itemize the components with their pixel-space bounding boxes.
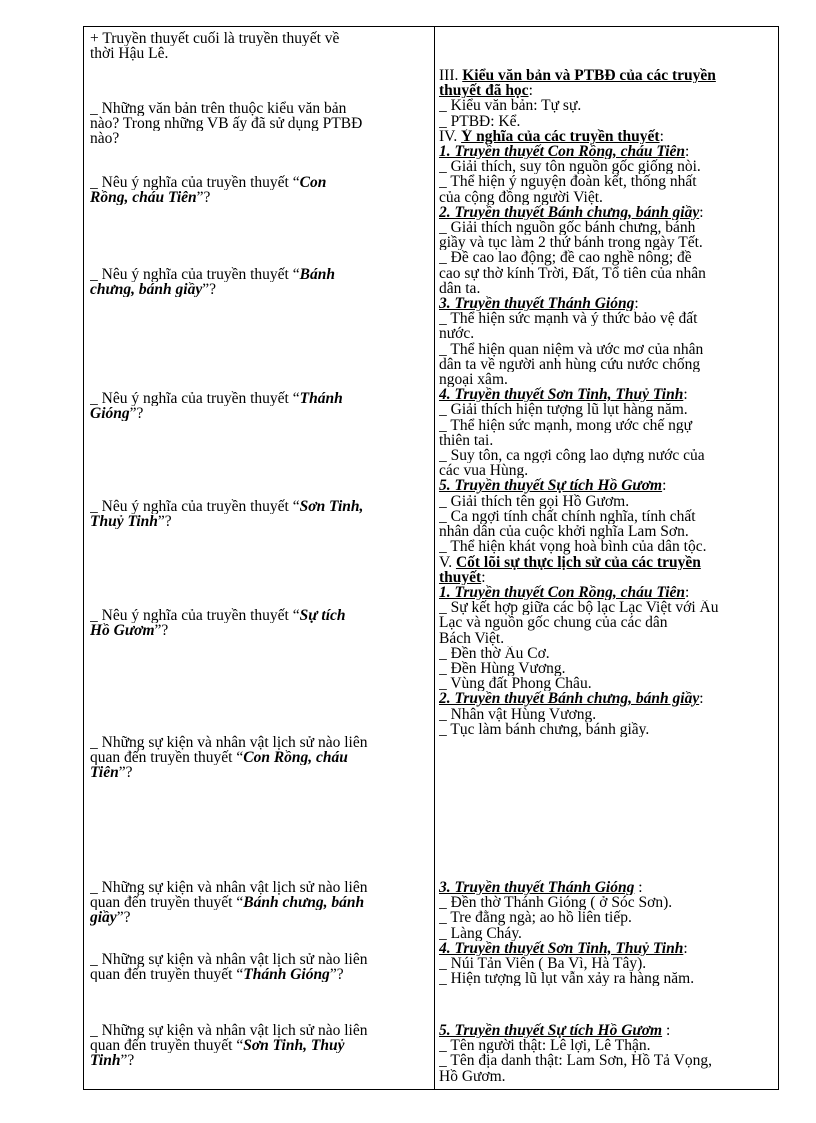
answer-line: _ Suy tôn, ca ngợi công lao dựng nước của <box>439 448 705 464</box>
story-title: Thánh <box>299 391 343 407</box>
colon: : <box>662 1023 671 1039</box>
story-title: Thuỷ Tinh <box>90 514 158 530</box>
question-suffix: ”? <box>154 623 169 639</box>
answer-line: thiên tai. <box>439 432 494 449</box>
question-suffix: ”? <box>157 514 172 530</box>
subsection-title: 4. Truyền thuyết Sơn Tinh, Thuỷ Tinh <box>439 387 684 403</box>
story-title: Tiên <box>90 765 119 781</box>
section-number: IV. <box>439 128 458 145</box>
question-text <box>90 190 426 205</box>
section-title: Ý nghĩa của các truyền thuyết <box>461 128 660 145</box>
question-prefix: quan đến truyền thuyết “ <box>90 967 244 983</box>
question-11 <box>90 1023 426 1069</box>
answer-line: Hồ Gươm. <box>439 1068 506 1084</box>
question-text: nào? Trong những VB ấy đã sử dụng PTBĐ <box>90 116 363 132</box>
question-text: _ Những sự kiện và nhân vật lịch sử nào liên <box>90 1023 368 1039</box>
section-heading <box>439 570 773 585</box>
question-prefix: _ Nêu ý nghĩa của truyền thuyết “ <box>90 391 300 407</box>
answer-line: nước. <box>439 326 475 342</box>
question-text: _ Những sự kiện và nhân vật lịch sử nào liên <box>90 735 368 751</box>
answer-block-2 <box>439 880 773 986</box>
story-title: Con Rồng, cháu <box>243 750 348 766</box>
answer-line: nhân dân của cuộc khởi nghĩa Lam Sơn. <box>439 524 689 540</box>
question-text <box>90 499 426 514</box>
lesson-table <box>83 26 779 1090</box>
question-text <box>90 765 426 780</box>
subsection-heading <box>439 387 773 402</box>
answer-line: _ Tên địa danh thật: Lam Sơn, Hồ Tả Vọng, <box>439 1053 712 1069</box>
story-title: Gióng <box>90 406 130 422</box>
question-text <box>90 282 426 297</box>
answer-line: _ Thể hiện sức mạnh và ý thức bảo vệ đất <box>439 311 698 327</box>
answer-line: _ Thể hiện khát vọng hoà bình của dân tộc. <box>439 539 707 555</box>
answer-block-3 <box>439 1023 773 1084</box>
answer-line: _ Tục làm bánh chưng, bánh giầy. <box>439 721 650 737</box>
answer-line: _ Giải thích tên gọi Hồ Gươm. <box>439 493 630 509</box>
question-prefix: quan đến truyền thuyết “ <box>90 750 244 766</box>
question-text <box>90 175 426 190</box>
question-1 <box>90 31 426 61</box>
subsection-heading <box>439 478 773 493</box>
answer-line: ngoại xâm. <box>439 372 508 388</box>
question-prefix: quan đến truyền thuyết “ <box>90 1038 244 1054</box>
answer-line: cao sự thờ kính Trời, Đất, Tổ tiên của nhân <box>439 265 706 281</box>
answer-line: _ Tre đằng ngà; ao hồ liên tiếp. <box>439 910 632 926</box>
section-title: thuyết đã học <box>439 83 529 99</box>
section-number: V. <box>439 554 453 570</box>
answer-line: _ Thể hiện sức mạnh, mong ước chế ngự <box>439 417 693 433</box>
colon: : <box>634 296 639 312</box>
answer-block-1 <box>439 68 773 737</box>
answer-line: _ Núi Tản Viên ( Ba Vì, Hà Tây). <box>439 956 647 972</box>
story-title: Thánh Gióng <box>243 967 330 983</box>
question-suffix: ”? <box>129 406 144 422</box>
answer-line: _ Thể hiện ý nguyện đoàn kết, thống nhất <box>439 174 697 190</box>
answer-line: _ Kiểu văn bản: Tự sự. <box>439 98 582 114</box>
answer-line: _ Giải thích hiện tượng lũ lụt hàng năm. <box>439 402 688 418</box>
question-3 <box>90 175 426 205</box>
question-prefix: _ Nêu ý nghĩa của truyền thuyết “ <box>90 608 300 624</box>
question-text <box>90 1053 426 1068</box>
colon: : <box>481 569 486 585</box>
answer-line: _ Nhân vật Hùng Vương. <box>439 706 597 722</box>
question-text: + Truyền thuyết cuối là truyền thuyết về <box>90 31 340 47</box>
story-title: Bánh chưng, bánh <box>243 895 365 911</box>
story-title: Tinh <box>90 1053 121 1069</box>
question-text <box>90 1038 426 1053</box>
question-suffix: ”? <box>202 282 216 298</box>
subsection-heading <box>439 585 773 600</box>
answer-line: dân ta về người anh hùng cứu nước chống <box>439 356 701 373</box>
question-text: _ Những văn bản trên thuộc kiểu văn bản <box>90 101 347 117</box>
column-divider <box>434 27 435 1089</box>
section-title: thuyết <box>439 569 482 585</box>
question-7 <box>90 608 426 638</box>
subsection-title: 4. Truyền thuyết Sơn Tinh, Thuỷ Tinh <box>439 940 684 957</box>
question-text <box>90 750 426 765</box>
answer-line: _ Ca ngợi tính chất chính nghĩa, tính chất <box>439 508 696 525</box>
question-text <box>90 910 426 925</box>
answer-line: _ Giải thích, suy tôn nguồn gốc giống nòi. <box>439 159 701 175</box>
section-heading <box>439 129 773 144</box>
answer-line: các vua Hùng. <box>439 463 529 479</box>
subsection-title: 5. Truyền thuyết Sự tích Hồ Gươm <box>439 1023 663 1039</box>
answer-line: Bách Việt. <box>439 630 505 646</box>
answer-line: giầy và tục làm 2 thứ bánh trong ngày Tết. <box>439 235 703 251</box>
answer-line: _ Vùng đất Phong Châu. <box>439 676 592 692</box>
question-text <box>90 623 426 638</box>
section-title: Cốt lõi sự thực lịch sử của các truyền <box>455 554 701 570</box>
subsection-title: 3. Truyền thuyết Thánh Gióng <box>439 296 635 312</box>
subsection-heading <box>439 144 773 159</box>
colon: : <box>662 478 667 494</box>
question-6 <box>90 499 426 529</box>
answer-line: _ Làng Cháy. <box>439 925 522 941</box>
story-title: giầy <box>90 910 117 926</box>
section-heading <box>439 555 773 570</box>
colon: : <box>683 387 688 403</box>
section-number: III. <box>439 68 459 84</box>
answer-line: _ Sự kết hợp giữa các bộ lạc Lạc Việt với Âu <box>439 600 719 616</box>
question-2 <box>90 101 426 147</box>
subsection-heading <box>439 296 773 311</box>
answer-line: _ Đền thờ Âu Cơ. <box>439 645 550 661</box>
answer-line: dân ta. <box>439 280 481 297</box>
colon: : <box>528 83 533 99</box>
subsection-heading <box>439 1023 773 1038</box>
story-title: Sự tích <box>299 608 346 624</box>
subsection-heading <box>439 880 773 895</box>
answer-line: _ Thể hiện quan niệm và ước mơ của nhân <box>439 341 704 357</box>
subsection-title: 2. Truyền thuyết Bánh chưng, bánh giầy <box>439 204 700 221</box>
answer-line: của cộng đồng người Việt. <box>439 189 603 205</box>
question-suffix: ”? <box>116 910 131 926</box>
question-suffix: ”? <box>120 1053 135 1069</box>
question-text: _ Những sự kiện và nhân vật lịch sử nào liên <box>90 952 368 968</box>
colon: : <box>685 584 690 601</box>
question-prefix: _ Nêu ý nghĩa của truyền thuyết “ <box>90 499 300 515</box>
colon: : <box>634 880 643 896</box>
section-heading <box>439 68 773 83</box>
colon: : <box>683 940 688 957</box>
subsection-heading <box>439 941 773 956</box>
answer-line: _ Đề cao lao động; đề cao nghề nông; đề <box>439 250 692 266</box>
question-4 <box>90 267 426 297</box>
answer-line: _ PTBĐ: Kể. <box>439 113 521 129</box>
story-title: chưng, bánh giầy <box>90 282 203 298</box>
subsection-title: 2. Truyền thuyết Bánh chưng, bánh giầy <box>439 691 700 707</box>
question-10 <box>90 952 426 982</box>
colon: : <box>659 128 664 145</box>
subsection-heading <box>439 691 773 706</box>
question-text: _ Những sự kiện và nhân vật lịch sử nào liên <box>90 880 368 896</box>
story-title: Sơn Tinh, Thuỷ <box>243 1038 345 1054</box>
answer-line: Lạc và nguồn gốc chung của các dân <box>439 615 668 631</box>
subsection-title: 3. Truyền thuyết Thánh Gióng <box>439 880 635 896</box>
question-text <box>90 391 426 406</box>
question-suffix: ”? <box>118 765 133 781</box>
question-prefix: _ Nêu ý nghĩa của truyền thuyết “ <box>90 175 300 191</box>
question-text: thời Hậu Lê. <box>90 46 169 62</box>
colon: : <box>699 691 704 707</box>
answer-line: _ Tên người thật: Lê lợi, Lê Thận. <box>439 1038 651 1054</box>
question-text <box>90 267 426 282</box>
colon: : <box>699 204 704 221</box>
question-5 <box>90 391 426 421</box>
question-text <box>90 967 426 982</box>
question-text <box>90 406 426 421</box>
story-title: Con <box>299 175 327 191</box>
subsection-title: 5. Truyền thuyết Sự tích Hồ Gươm <box>439 478 663 494</box>
story-title: Bánh <box>299 267 335 283</box>
answer-line: _ Đền Hùng Vương. <box>439 660 566 677</box>
answer-line: _ Hiện tượng lũ lụt vẫn xảy ra hàng năm. <box>439 971 695 987</box>
subsection-title: 1. Truyền thuyết Con Rồng, cháu Tiên <box>439 144 686 160</box>
colon: : <box>685 144 690 160</box>
question-prefix: _ Nêu ý nghĩa của truyền thuyết “ <box>90 267 300 283</box>
story-title: Rồng, cháu Tiên <box>90 190 197 206</box>
section-title: Kiểu văn bản và PTBĐ của các truyền <box>462 68 716 84</box>
story-title: Sơn Tinh, <box>299 499 364 515</box>
question-text <box>90 608 426 623</box>
story-title: Hồ Gươm <box>90 623 155 639</box>
subsection-heading <box>439 205 773 220</box>
question-suffix: ”? <box>196 190 211 206</box>
question-text <box>90 895 426 910</box>
question-suffix: ”? <box>329 967 344 983</box>
subsection-title: 1. Truyền thuyết Con Rồng, cháu Tiên <box>439 584 686 601</box>
answer-line: _ Đền thờ Thánh Gióng ( ở Sóc Sơn). <box>439 895 673 911</box>
question-text <box>90 514 426 529</box>
question-9 <box>90 880 426 926</box>
question-8 <box>90 735 426 781</box>
answer-line: _ Giải thích nguồn gốc bánh chưng, bánh <box>439 220 696 236</box>
question-prefix: quan đến truyền thuyết “ <box>90 895 244 911</box>
section-heading <box>439 83 773 98</box>
question-text: nào? <box>90 131 120 147</box>
